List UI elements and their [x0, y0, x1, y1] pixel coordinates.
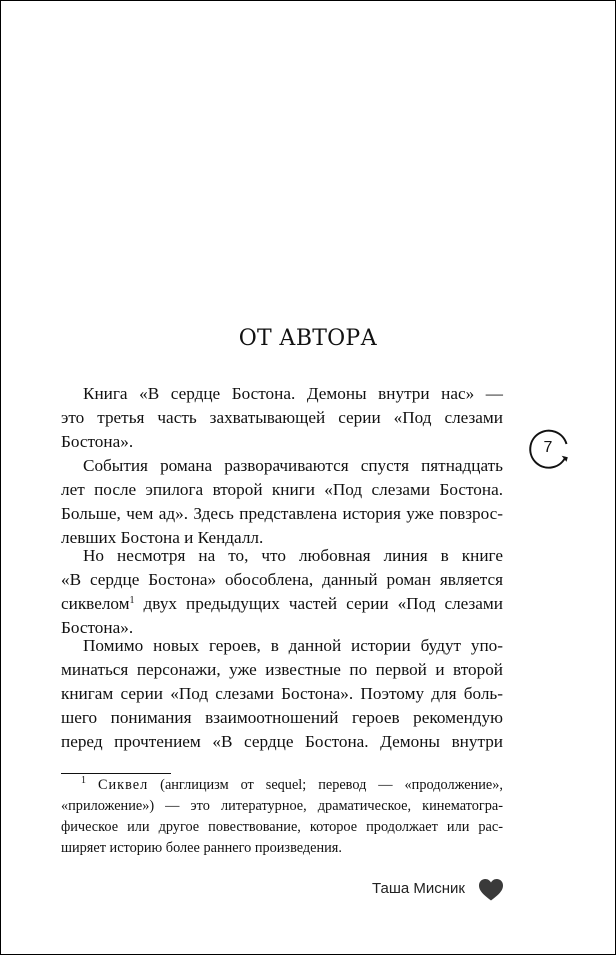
- body-line: левших Бостона и Кендалл.: [61, 528, 264, 547]
- footnote-divider: [61, 773, 171, 774]
- body-line: Помимо новых героев, в данной истории будут упо-: [83, 636, 503, 655]
- body-line: книгам серии «Под слезами Бостона». Поэтому для боль-: [61, 684, 503, 703]
- body-line: Книга «В сердце Бостона. Демоны внутри нас» —: [83, 384, 503, 403]
- body-line: Больше, чем ад». Здесь представлена история уже повзрос-: [61, 504, 503, 523]
- footnote-marker: 1: [81, 775, 86, 786]
- body-line: шего понимания взаимоотношений героев рекомендую: [61, 708, 503, 727]
- body-line: Но несмотря на то, что любовная линия в книге: [83, 546, 503, 565]
- body-line: Бостона».: [61, 618, 134, 637]
- body-line: [61, 592, 503, 616]
- heart-icon: [478, 877, 504, 903]
- footnote-line: фическое или другое повествование, которое продолжает или рас-: [61, 819, 503, 835]
- page-number-badge: [526, 426, 572, 472]
- footnote-line: [81, 775, 503, 796]
- body-line: минаться персонажи, уже известные по первой и второй: [61, 660, 503, 679]
- body-line: это третья часть захватывающей серии «Под слезами: [61, 408, 503, 427]
- page-title: ОТ АВТОРА: [238, 326, 378, 351]
- body-text-run: сиквелом: [61, 594, 130, 613]
- body-line: перед прочтением «В сердце Бостона. Демоны внутри: [61, 732, 503, 751]
- footer-author: Таша Мисник: [372, 880, 465, 897]
- footnote-text-run: (англицизм от sequel; перевод — «продолжение»,: [148, 777, 503, 793]
- footnote-term: Сиквел: [97, 777, 149, 793]
- footnote-line: ширяет историю более раннего произведения.: [61, 840, 342, 856]
- footnote-reference: 1: [129, 595, 135, 606]
- body-line: «В сердце Бостона» обособлена, данный роман является: [61, 570, 503, 589]
- body-line: События романа разворачиваются спустя пятнадцать: [83, 456, 503, 475]
- page-number: 7: [543, 439, 553, 456]
- body-line: Бостона».: [61, 432, 134, 451]
- body-text-run: двух предыдущих частей серии «Под слезами: [134, 594, 503, 613]
- footnote-line: «приложение») — это литературное, драматическое, кинематогра-: [61, 798, 503, 814]
- body-line: лет после эпилога второй книги «Под слезами Бостона.: [61, 480, 503, 499]
